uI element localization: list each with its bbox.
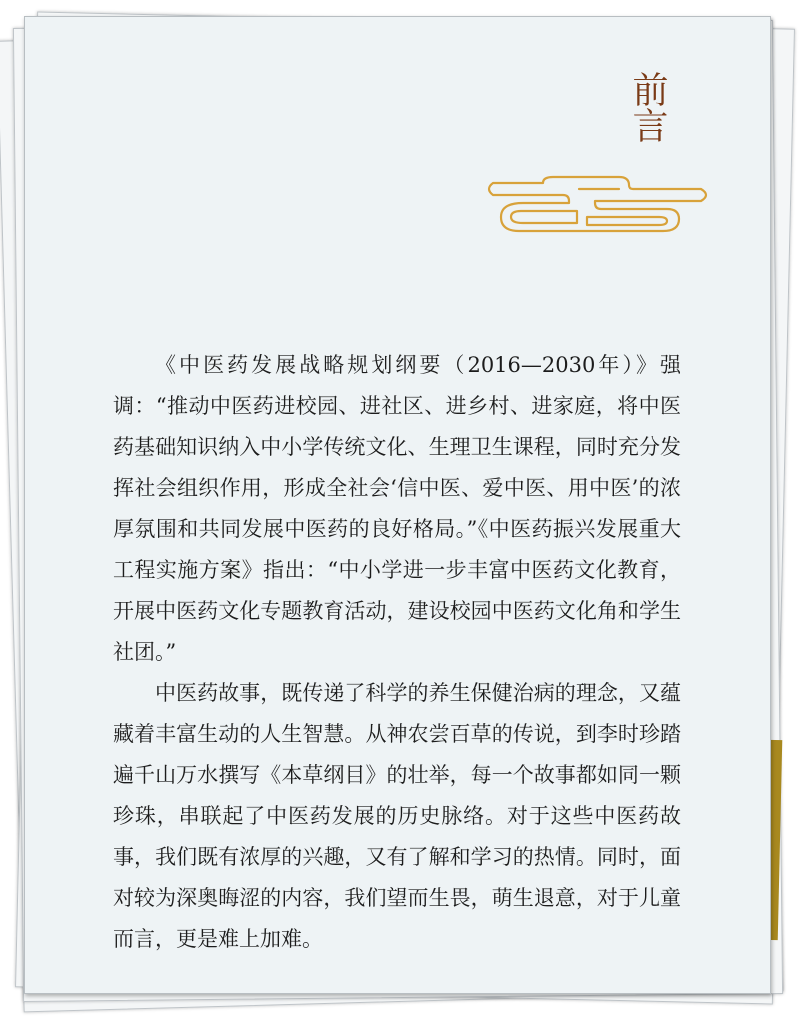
page-title: 前言 xyxy=(627,71,668,143)
auspicious-cloud-icon xyxy=(483,169,713,239)
preface-page xyxy=(24,16,771,994)
preface-body xyxy=(113,345,681,960)
paragraph: 《中医药发展战略规划纲要（2016—2030年）》强调：“推动中医药进校园、进社区、进乡村、进家庭，将中医药基础知识纳入中小学传统文化、生理卫生课程，同时充分发挥社会组织作用，形成全社会‘信中医、爱中医、用中医’的浓厚氛围和共同发展中医药的良好格局。”《中医药振兴发展重大工程实施方案》指出：“中小学进一步丰富中医药文化教育，开展中医药文化专题教育活动，建设校园中医药文化角和学生社团。” xyxy=(113,353,681,664)
paragraph: 中医药故事，既传递了科学的养生保健治病的理念，又蕴藏着丰富生动的人生智慧。从神农尝百草的传说，到李时珍踏遍千山万水撰写《本草纲目》的壮举，每一个故事都如同一颗珍珠，串联起了中医药发展的历史脉络。对于这些中医药故事，我们既有浓厚的兴趣，又有了解和学习的热情。同时，面对较为深奥晦涩的内容，我们望而生畏，萌生退意，对于儿童而言，更是难上加难。 xyxy=(113,681,681,951)
